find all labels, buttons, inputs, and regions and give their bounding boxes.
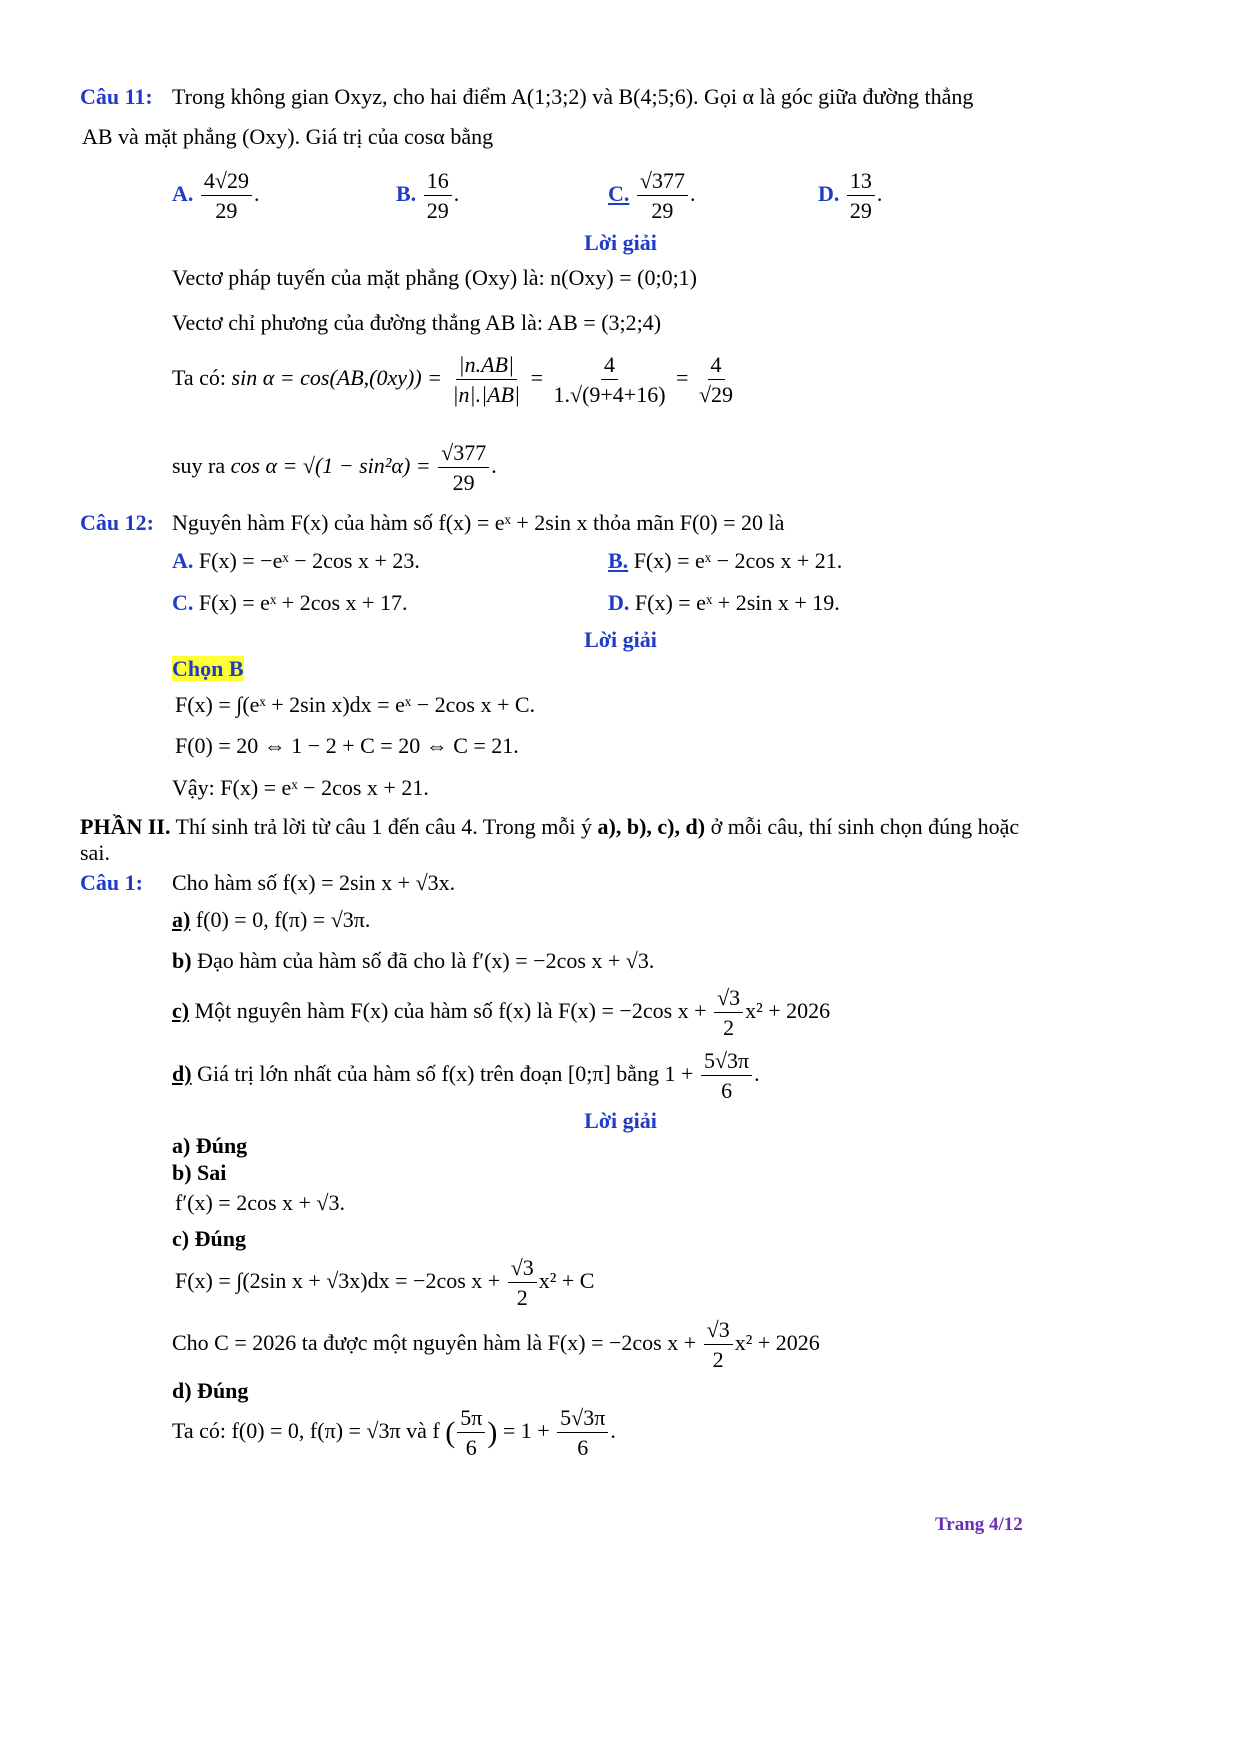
q12-sol-line2: F(0) = 20 ⇔ 1 − 2 + C = 20 ⇔ C = 21. [175, 733, 519, 758]
part2-heading: PHẦN II. Thí sinh trả lời từ câu 1 đến câu 4. Trong mỗi ý a), b), c), d) ở mỗi câu, thí sinh chọn đúng hoặc [80, 814, 1020, 839]
q12-option-b: B. F(x) = eˣ − 2cos x + 21. [608, 548, 843, 573]
q1-item-c: c) Một nguyên hàm F(x) của hàm số f(x) là F(x) = −2cos x + $\frac{√3}{2}$ x² + 2026 [172, 985, 831, 1041]
q11-stem-line2: AB và mặt phẳng (Oxy). Giá trị của cosα bằng [82, 124, 494, 149]
q1-stem: Cho hàm số f(x) = 2sin x + √3x. [172, 870, 456, 895]
q11-option-d: D. $\frac{13}{29}$ . [818, 168, 883, 224]
part2-heading-cont: sai. [80, 840, 110, 865]
option-fraction: $\frac{13}{29}$ [847, 168, 875, 224]
q11-option-a: A. $\frac{4√29}{29}$ . [172, 168, 260, 224]
q12-sol-line3: Vậy: F(x) = eˣ − 2cos x + 21. [172, 775, 429, 800]
option-fraction: $\frac{16}{29}$ [424, 168, 452, 224]
option-fraction: $\frac{√377}{29}$ [637, 168, 688, 224]
q1-result-b-eq: f′(x) = 2cos x + √3. [175, 1190, 346, 1215]
q12-choose: Chọn B [172, 656, 244, 681]
q1-result-c: c) Đúng [172, 1226, 246, 1251]
q12-solution-title: Lời giải [584, 627, 657, 652]
q12-label: Câu 12: [80, 510, 154, 535]
q1-result-d-eq: Ta có: f(0) = 0, f(π) = √3π và f ( $\frac{5\pi}{6}$ ) = 1 + $\frac{5√3\pi}{6}$ . [172, 1405, 616, 1461]
q11-sol-line4: suy ra cos α = √(1 − sin²α) = $\frac{√377}{29}$ . [172, 440, 497, 496]
q11-sol-line3: Ta có: sin α = cos(AB,(0xy)) = $\frac{|n.AB|}{|n|.|AB|}$ = $\frac{4}{1.√(9+4+16)}$ = $\frac{4}{√29}$ [172, 352, 734, 408]
q12-option-c: C. F(x) = eˣ + 2cos x + 17. [172, 590, 408, 615]
q1-result-c-eq: F(x) = ∫(2sin x + √3x)dx = −2cos x + $\frac{√3}{2}$ x² + C [175, 1255, 595, 1311]
q1-label: Câu 1: [80, 870, 143, 895]
q1-result-d: d) Đúng [172, 1378, 249, 1403]
q12-stem: Nguyên hàm F(x) của hàm số f(x) = eˣ + 2sin x thỏa mãn F(0) = 20 là [172, 510, 785, 535]
q11-option-c: C. $\frac{√377}{29}$ . [608, 168, 696, 224]
q1-solution-title: Lời giải [584, 1108, 657, 1133]
q1-item-a: a) f(0) = 0, f(π) = √3π. [172, 907, 371, 932]
page-number: Trang 4/12 [935, 1514, 1023, 1535]
option-letter: C. [608, 180, 630, 206]
q11-option-b: B. $\frac{16}{29}$ . [396, 168, 460, 224]
q12-option-d: D. F(x) = eˣ + 2sin x + 19. [608, 590, 840, 615]
q1-item-d: d) Giá trị lớn nhất của hàm số f(x) trên đoạn [0;π] bằng 1 + $\frac{5√3\pi}{6}$ . [172, 1048, 760, 1104]
q11-sol-line2: Vectơ chỉ phương của đường thẳng AB là: AB = (3;2;4) [172, 310, 662, 335]
option-letter: A. [172, 180, 194, 206]
q11-stem-line1: Trong không gian Oxyz, cho hai điểm A(1;3;2) và B(4;5;6). Gọi α là góc giữa đường thẳng [172, 84, 974, 109]
option-letter: D. [818, 180, 840, 206]
q1-result-a: a) Đúng [172, 1133, 248, 1158]
option-fraction: $\frac{4√29}{29}$ [201, 168, 252, 224]
q11-sol-line1: Vectơ pháp tuyến của mặt phẳng (Oxy) là: n(Oxy) = (0;0;1) [172, 265, 698, 290]
q11-label: Câu 11: [80, 84, 153, 109]
q1-result-c-note: Cho C = 2026 ta được một nguyên hàm là F(x) = −2cos x + $\frac{√3}{2}$ x² + 2026 [172, 1317, 820, 1373]
q1-result-b: b) Sai [172, 1160, 227, 1185]
q11-solution-title: Lời giải [584, 230, 657, 255]
q12-sol-line1: F(x) = ∫(eˣ + 2sin x)dx = eˣ − 2cos x + C. [175, 692, 536, 717]
option-letter: B. [396, 180, 417, 206]
q1-item-b: b) Đạo hàm của hàm số đã cho là f′(x) = −2cos x + √3. [172, 948, 655, 973]
q12-option-a: A. F(x) = −eˣ − 2cos x + 23. [172, 548, 420, 573]
